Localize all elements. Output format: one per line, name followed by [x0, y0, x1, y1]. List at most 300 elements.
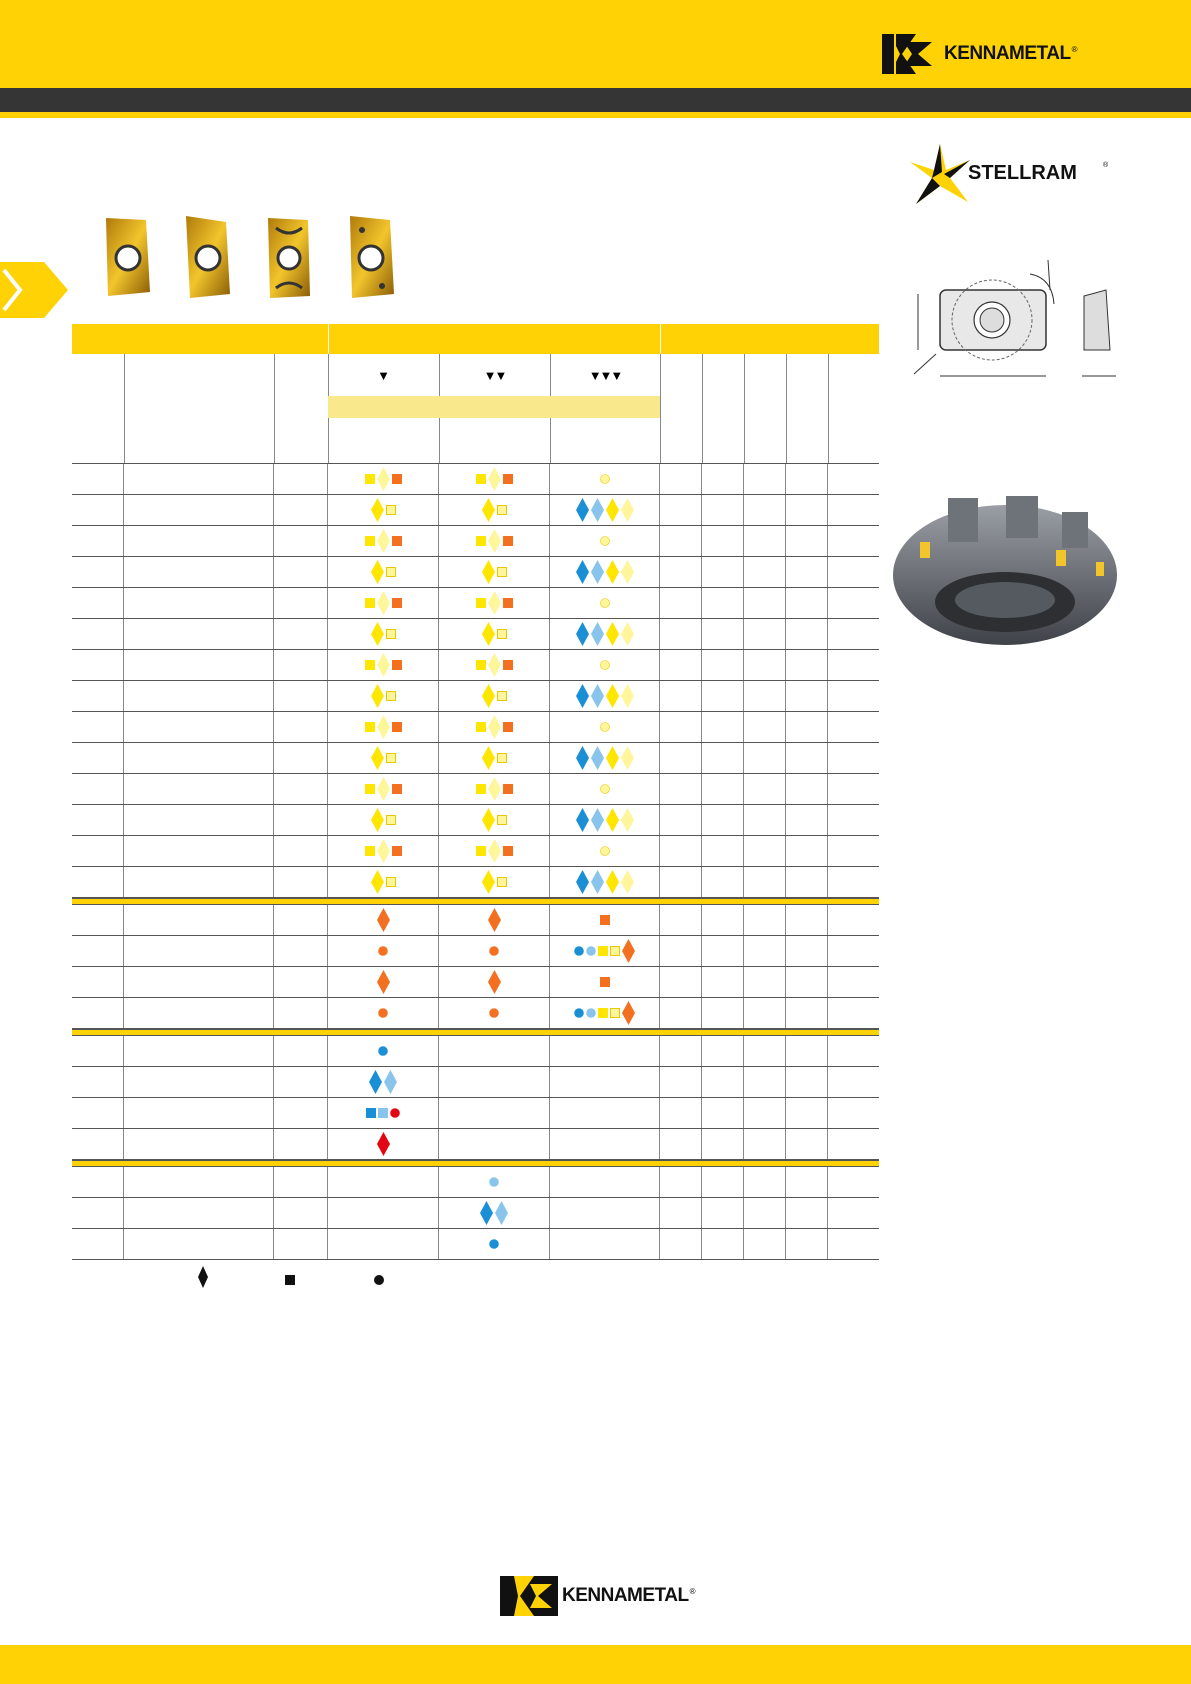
diamond-icon: [377, 653, 390, 677]
table-cell: [660, 1129, 702, 1159]
table-cell: [550, 588, 660, 618]
table-cell: [786, 526, 828, 556]
table-cell: [660, 1229, 702, 1259]
diamond-icon: [591, 870, 604, 894]
table-cell: [744, 743, 786, 773]
circle-icon: [600, 474, 610, 484]
square-icon: [503, 846, 513, 856]
table-cell: [72, 774, 124, 804]
table-cell: [439, 557, 550, 587]
table-cell: [744, 1129, 786, 1159]
table-cell: [72, 867, 124, 897]
table-cell: [660, 464, 702, 494]
table-cell: [744, 1036, 786, 1066]
table-cell: [328, 1067, 439, 1097]
level-3-header: ▼▼▼: [588, 367, 622, 383]
table-row: [72, 936, 879, 967]
grade-table: [72, 464, 879, 1260]
table-cell: [439, 774, 550, 804]
square-icon: [476, 660, 486, 670]
table-cell: [744, 712, 786, 742]
table-row: [72, 805, 879, 836]
table-cell: [660, 1098, 702, 1128]
table-cell: [786, 1198, 828, 1228]
circle-icon: [378, 946, 388, 956]
table-cell: [274, 1129, 328, 1159]
table-cell: [660, 836, 702, 866]
table-cell: [660, 1198, 702, 1228]
table-cell: [550, 998, 660, 1028]
table-cell: [328, 1198, 439, 1228]
table-cell: [828, 1198, 879, 1228]
square-icon: [386, 877, 396, 887]
table-cell: [124, 774, 274, 804]
table-cell: [786, 743, 828, 773]
table-cell: [660, 588, 702, 618]
diamond-icon: [371, 870, 384, 894]
table-cell: [328, 588, 439, 618]
table-cell: [439, 998, 550, 1028]
diamond-icon: [606, 684, 619, 708]
table-cell: [72, 998, 124, 1028]
diamond-icon: [621, 622, 634, 646]
square-icon: [598, 946, 608, 956]
table-cell: [702, 936, 744, 966]
table-cell: [828, 936, 879, 966]
table-cell: [660, 1167, 702, 1197]
table-cell: [786, 1067, 828, 1097]
table-cell: [124, 936, 274, 966]
diamond-icon: [606, 560, 619, 584]
dark-band: [0, 88, 1191, 112]
table-cell: [72, 936, 124, 966]
footer-kennametal-logo: [500, 1576, 696, 1616]
table-cell: [439, 905, 550, 935]
table-cell: [124, 1036, 274, 1066]
header-divider: [328, 324, 329, 354]
group-separator: [72, 1029, 879, 1036]
table-row: [72, 650, 879, 681]
table-cell: [660, 1067, 702, 1097]
table-row: [72, 464, 879, 495]
table-cell: [786, 495, 828, 525]
table-cell: [786, 1098, 828, 1128]
diamond-icon: [488, 715, 501, 739]
table-cell: [786, 619, 828, 649]
table-cell: [660, 936, 702, 966]
table-cell: [439, 1198, 550, 1228]
table-cell: [550, 1229, 660, 1259]
table-cell: [439, 650, 550, 680]
diamond-icon: [622, 1001, 635, 1025]
table-cell: [124, 805, 274, 835]
table-cell: [786, 967, 828, 997]
table-row: [72, 1229, 879, 1260]
table-cell: [72, 681, 124, 711]
table-cell: [72, 1067, 124, 1097]
table-cell: [550, 836, 660, 866]
circle-icon: [586, 946, 596, 956]
square-icon: [503, 536, 513, 546]
table-row: [72, 681, 879, 712]
table-cell: [786, 1036, 828, 1066]
table-cell: [328, 495, 439, 525]
square-icon: [365, 660, 375, 670]
table-cell: [439, 1167, 550, 1197]
table-cell: [72, 905, 124, 935]
table-cell: [274, 557, 328, 587]
stellram-mark: ®: [1103, 162, 1109, 169]
table-cell: [702, 1098, 744, 1128]
diamond-icon: [576, 870, 589, 894]
square-icon: [476, 722, 486, 732]
table-cell: [550, 526, 660, 556]
table-row: [72, 495, 879, 526]
diamond-icon: [371, 560, 384, 584]
table-cell: [744, 681, 786, 711]
milling-cutter-image: [888, 490, 1123, 660]
table-cell: [328, 1167, 439, 1197]
table-cell: [328, 967, 439, 997]
table-cell: [702, 495, 744, 525]
table-cell: [828, 619, 879, 649]
table-cell: [786, 905, 828, 935]
table-cell: [702, 588, 744, 618]
level-1-header: ▼: [377, 367, 390, 383]
table-cell: [72, 650, 124, 680]
square-icon: [365, 722, 375, 732]
table-cell: [828, 712, 879, 742]
table-cell: [72, 495, 124, 525]
square-icon: [598, 1008, 608, 1018]
diamond-icon: [576, 498, 589, 522]
diamond-icon: [482, 684, 495, 708]
table-cell: [124, 1098, 274, 1128]
table-cell: [702, 967, 744, 997]
table-cell: [702, 619, 744, 649]
table-cell: [550, 1036, 660, 1066]
table-cell: [702, 1067, 744, 1097]
diamond-icon: [606, 870, 619, 894]
table-cell: [328, 712, 439, 742]
diamond-icon: [621, 560, 634, 584]
table-cell: [328, 998, 439, 1028]
table-cell: [744, 967, 786, 997]
square-icon: [476, 846, 486, 856]
header-divider: [660, 324, 661, 354]
table-cell: [124, 526, 274, 556]
table-cell: [439, 495, 550, 525]
table-row: [72, 588, 879, 619]
table-cell: [124, 557, 274, 587]
table-cell: [786, 1167, 828, 1197]
circle-icon: [378, 1008, 388, 1018]
table-cell: [786, 712, 828, 742]
table-row: [72, 1198, 879, 1229]
table-cell: [744, 905, 786, 935]
diamond-icon: [377, 467, 390, 491]
table-cell: [274, 805, 328, 835]
table-cell: [786, 681, 828, 711]
legend-diamond-icon: [198, 1266, 208, 1293]
table-cell: [828, 526, 879, 556]
square-icon: [610, 946, 620, 956]
table-cell: [72, 557, 124, 587]
table-cell: [72, 1129, 124, 1159]
diamond-icon: [377, 970, 390, 994]
level-2-header: ▼▼: [483, 367, 506, 383]
table-cell: [328, 681, 439, 711]
table-cell: [744, 464, 786, 494]
insert-photo-3: [268, 218, 310, 298]
diamond-icon: [377, 1132, 390, 1156]
circle-icon: [489, 1008, 499, 1018]
table-row: [72, 1098, 879, 1129]
table-cell: [72, 805, 124, 835]
diamond-icon: [371, 622, 384, 646]
table-cell: [660, 526, 702, 556]
table-cell: [828, 557, 879, 587]
table-cell: [328, 464, 439, 494]
square-icon: [365, 598, 375, 608]
square-icon: [503, 784, 513, 794]
table-cell: [660, 650, 702, 680]
diamond-icon: [591, 622, 604, 646]
table-cell: [328, 836, 439, 866]
table-cell: [274, 905, 328, 935]
square-icon: [503, 660, 513, 670]
table-cell: [274, 1098, 328, 1128]
table-cell: [744, 650, 786, 680]
table-cell: [550, 936, 660, 966]
table-cell: [660, 805, 702, 835]
table-cell: [550, 619, 660, 649]
square-icon: [503, 598, 513, 608]
table-cell: [274, 650, 328, 680]
table-cell: [72, 1198, 124, 1228]
diamond-icon: [622, 939, 635, 963]
table-cell: [702, 1198, 744, 1228]
diamond-icon: [576, 808, 589, 832]
square-icon: [392, 722, 402, 732]
table-cell: [550, 1167, 660, 1197]
table-cell: [328, 557, 439, 587]
insert-images: [104, 214, 404, 300]
table-cell: [72, 1036, 124, 1066]
table-cell: [274, 495, 328, 525]
table-cell: [744, 557, 786, 587]
diamond-icon: [482, 560, 495, 584]
diamond-icon: [606, 622, 619, 646]
table-cell: [439, 1036, 550, 1066]
diamond-icon: [606, 498, 619, 522]
circle-icon: [600, 598, 610, 608]
table-cell: [124, 495, 274, 525]
table-cell: [72, 967, 124, 997]
diamond-icon: [591, 560, 604, 584]
table-cell: [328, 1229, 439, 1259]
diamond-icon: [576, 746, 589, 770]
table-cell: [274, 836, 328, 866]
table-cell: [702, 905, 744, 935]
table-cell: [124, 1129, 274, 1159]
table-cell: [660, 619, 702, 649]
table-cell: [124, 464, 274, 494]
table-cell: [702, 464, 744, 494]
table-cell: [439, 743, 550, 773]
table-header-band: [72, 324, 879, 354]
table-cell: [72, 743, 124, 773]
table-cell: [124, 998, 274, 1028]
table-cell: [124, 743, 274, 773]
table-cell: [439, 712, 550, 742]
diamond-icon: [621, 746, 634, 770]
insert-photo-1: [106, 218, 150, 296]
table-cell: [328, 805, 439, 835]
table-cell: [744, 1098, 786, 1128]
table-cell: [328, 905, 439, 935]
table-cell: [786, 588, 828, 618]
table-cell: [439, 967, 550, 997]
table-cell: [550, 774, 660, 804]
table-cell: [702, 1167, 744, 1197]
table-cell: [72, 1098, 124, 1128]
table-cell: [786, 464, 828, 494]
insert-photo-4: [350, 216, 394, 298]
table-cell: [72, 712, 124, 742]
square-icon: [392, 784, 402, 794]
table-cell: [124, 619, 274, 649]
diamond-icon: [377, 529, 390, 553]
diamond-icon: [591, 498, 604, 522]
circle-icon: [489, 1239, 499, 1249]
square-icon: [365, 846, 375, 856]
square-icon: [386, 815, 396, 825]
table-cell: [744, 526, 786, 556]
square-icon: [503, 722, 513, 732]
square-icon: [497, 691, 507, 701]
table-row: [72, 619, 879, 650]
table-cell: [274, 998, 328, 1028]
table-cell: [744, 867, 786, 897]
table-cell: [828, 743, 879, 773]
circle-icon: [600, 660, 610, 670]
table-cell: [72, 464, 124, 494]
table-cell: [744, 1067, 786, 1097]
table-cell: [702, 836, 744, 866]
diamond-icon: [369, 1070, 382, 1094]
table-cell: [786, 774, 828, 804]
diamond-icon: [488, 529, 501, 553]
table-cell: [550, 464, 660, 494]
table-cell: [550, 1098, 660, 1128]
square-icon: [476, 536, 486, 546]
table-cell: [660, 743, 702, 773]
square-icon: [503, 474, 513, 484]
table-cell: [274, 743, 328, 773]
diamond-icon: [576, 684, 589, 708]
circle-icon: [586, 1008, 596, 1018]
diamond-icon: [621, 498, 634, 522]
table-cell: [274, 464, 328, 494]
footer-brand-mark: ®: [689, 1586, 696, 1596]
circle-icon: [600, 536, 610, 546]
table-cell: [786, 1129, 828, 1159]
table-cell: [439, 867, 550, 897]
table-subheader: [72, 354, 879, 464]
table-cell: [550, 650, 660, 680]
diamond-icon: [621, 870, 634, 894]
table-cell: [439, 836, 550, 866]
table-cell: [550, 1129, 660, 1159]
diamond-icon: [377, 839, 390, 863]
table-cell: [828, 967, 879, 997]
table-cell: [828, 774, 879, 804]
star-icon: [908, 142, 972, 212]
table-cell: [660, 774, 702, 804]
square-icon: [386, 567, 396, 577]
footer-k-logo-icon: [500, 1576, 558, 1616]
table-row: [72, 1167, 879, 1198]
table-row: [72, 1067, 879, 1098]
table-cell: [274, 1036, 328, 1066]
table-cell: [439, 464, 550, 494]
table-cell: [72, 526, 124, 556]
table-cell: [328, 1036, 439, 1066]
table-cell: [72, 588, 124, 618]
table-cell: [660, 557, 702, 587]
circle-icon: [600, 722, 610, 732]
table-cell: [439, 1067, 550, 1097]
bottom-banner: [0, 1645, 1191, 1684]
table-cell: [744, 1198, 786, 1228]
table-cell: [702, 681, 744, 711]
table-cell: [328, 526, 439, 556]
square-icon: [365, 536, 375, 546]
table-cell: [702, 867, 744, 897]
table-cell: [786, 1229, 828, 1259]
table-cell: [786, 936, 828, 966]
table-cell: [439, 588, 550, 618]
table-cell: [274, 936, 328, 966]
table-cell: [702, 743, 744, 773]
stellram-brand: STELLRAM: [968, 162, 1077, 184]
legend-circle-icon: [374, 1272, 384, 1290]
header-brand: KENNAMETAL: [944, 43, 1071, 64]
table-cell: [828, 1229, 879, 1259]
table-cell: [744, 998, 786, 1028]
table-cell: [828, 588, 879, 618]
table-cell: [828, 998, 879, 1028]
diamond-icon: [488, 839, 501, 863]
square-icon: [378, 1108, 388, 1118]
diamond-icon: [576, 622, 589, 646]
table-cell: [828, 805, 879, 835]
stellram-logo: [908, 142, 1113, 212]
square-icon: [610, 1008, 620, 1018]
table-cell: [660, 967, 702, 997]
insert-photos: [104, 214, 404, 300]
circle-icon: [489, 946, 499, 956]
circle-icon: [489, 1177, 499, 1187]
table-cell: [828, 836, 879, 866]
diamond-icon: [576, 560, 589, 584]
square-icon: [497, 815, 507, 825]
table-cell: [328, 936, 439, 966]
square-icon: [497, 877, 507, 887]
table-cell: [550, 805, 660, 835]
table-cell: [702, 1036, 744, 1066]
